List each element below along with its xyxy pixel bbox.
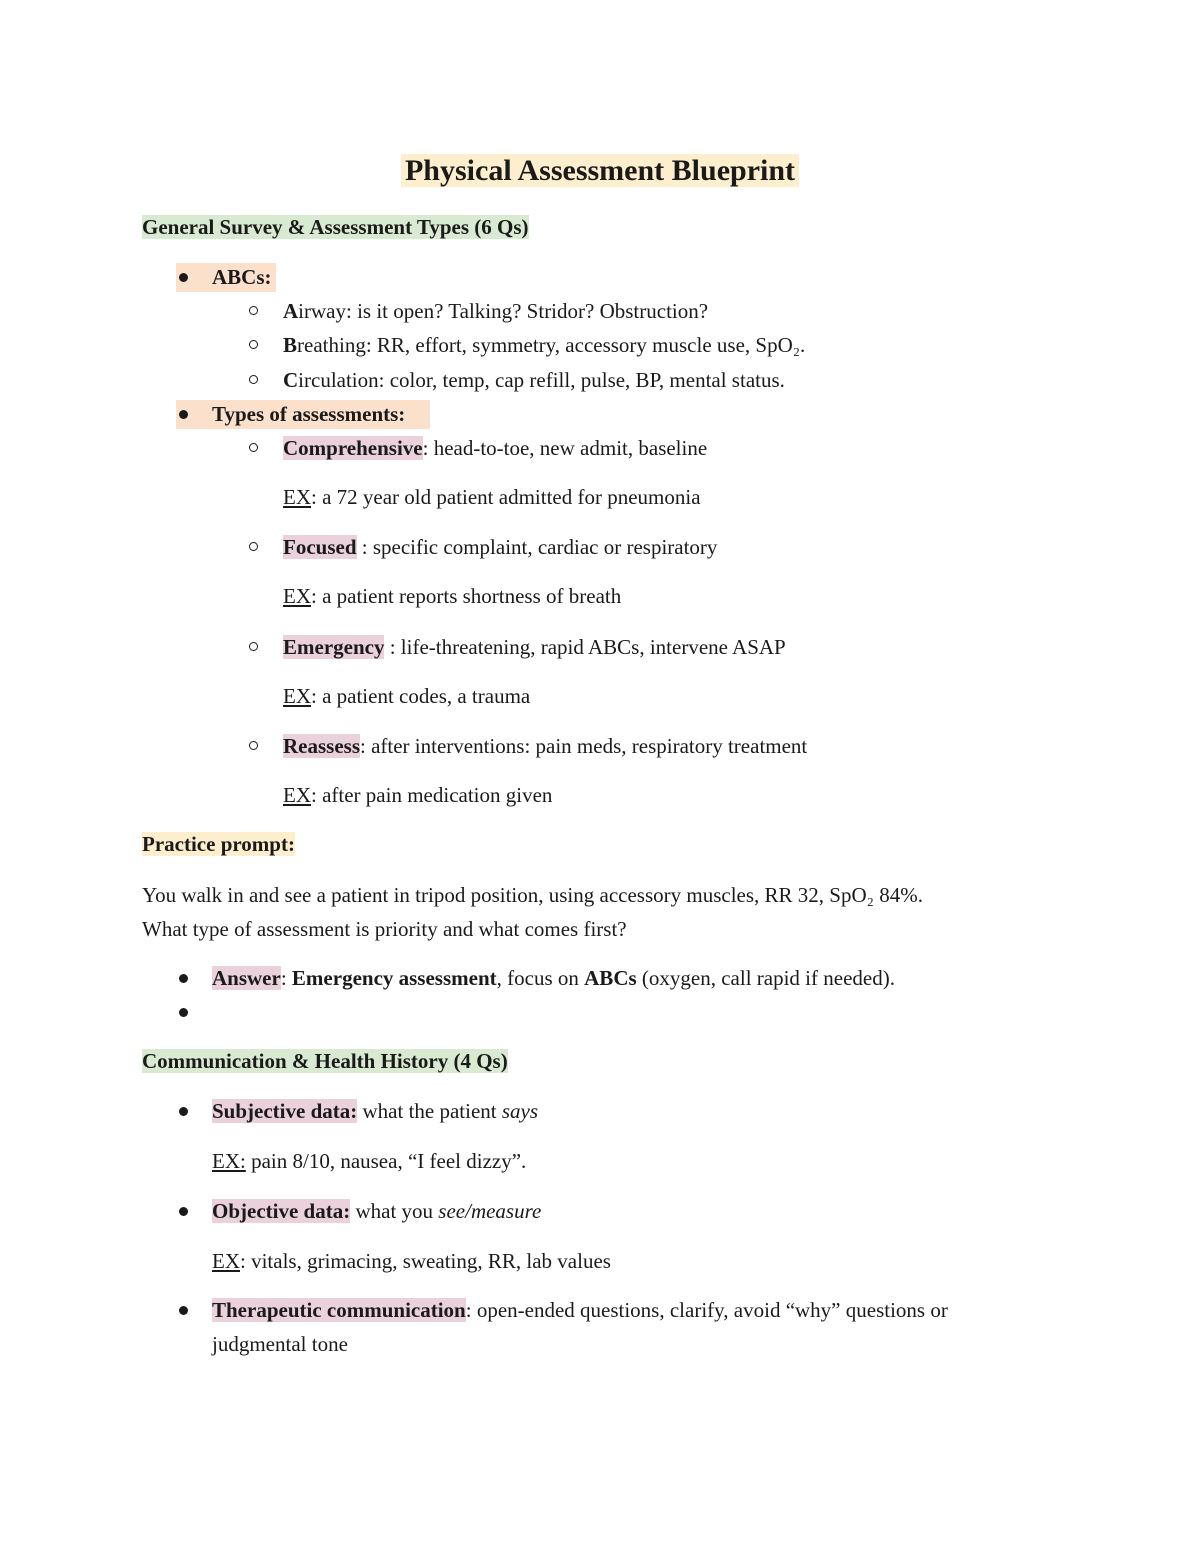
type-focused-example: EX: a patient reports shortness of breath [283,584,622,608]
subjective-data-example: EX: pain 8/10, nausea, “I feel dizzy”. [212,1149,527,1173]
circulation-item: Circulation: color, temp, cap refill, pulse, BP, mental status. [283,368,785,392]
airway-item: Airway: is it open? Talking? Stridor? Obstruction? [283,299,709,323]
type-emergency: Emergency : life-threatening, rapid ABCs, intervene ASAP [283,635,786,659]
circle-bullet-icon [249,306,258,315]
bullet-icon [179,1306,188,1315]
practice-answer: Answer: Emergency assessment, focus on ABCs (oxygen, call rapid if needed). [212,966,895,990]
subjective-data-item: Subjective data: what the patient says [212,1099,539,1123]
document-title: Physical Assessment Blueprint [0,152,1200,190]
empty-bullet-icon [179,1008,188,1017]
circle-bullet-icon [249,443,258,452]
abcs-label: ABCs: [212,265,272,289]
practice-prompt-label: Practice prompt: [142,832,295,856]
type-comprehensive: Comprehensive: head-to-toe, new admit, baseline [283,436,708,460]
breathing-item: Breathing: RR, effort, symmetry, accessory muscle use, SpO₂. [283,333,806,357]
section-heading-general-survey: General Survey & Assessment Types (6 Qs) [142,215,529,239]
type-comprehensive-example: EX: a 72 year old patient admitted for pneumonia [283,485,701,509]
practice-prompt-line-2: What type of assessment is priority and what comes first? [142,917,627,941]
section-heading-communication: Communication & Health History (4 Qs) [142,1049,508,1073]
type-focused: Focused : specific complaint, cardiac or respiratory [283,535,718,559]
type-reassess: Reassess: after interventions: pain meds, respiratory treatment [283,734,808,758]
circle-bullet-icon [249,741,258,750]
therapeutic-communication-item: Therapeutic communication: open-ended questions, clarify, avoid “why” questions or [212,1298,948,1322]
bullet-icon [179,974,188,983]
therapeutic-communication-line-2: judgmental tone [212,1332,348,1356]
bullet-icon [179,1207,188,1216]
practice-prompt-line-1: You walk in and see a patient in tripod position, using accessory muscles, RR 32, SpO₂ 84%. [142,883,923,907]
circle-bullet-icon [249,542,258,551]
circle-bullet-icon [249,642,258,651]
circle-bullet-icon [249,375,258,384]
bullet-icon [179,1107,188,1116]
bullet-icon [179,273,188,282]
objective-data-item: Objective data: what you see/measure [212,1199,542,1223]
type-reassess-example: EX: after pain medication given [283,783,553,807]
type-emergency-example: EX: a patient codes, a trauma [283,684,531,708]
types-label: Types of assessments: [212,402,406,426]
bullet-icon [179,410,188,419]
circle-bullet-icon [249,340,258,349]
objective-data-example: EX: vitals, grimacing, sweating, RR, lab values [212,1249,611,1273]
